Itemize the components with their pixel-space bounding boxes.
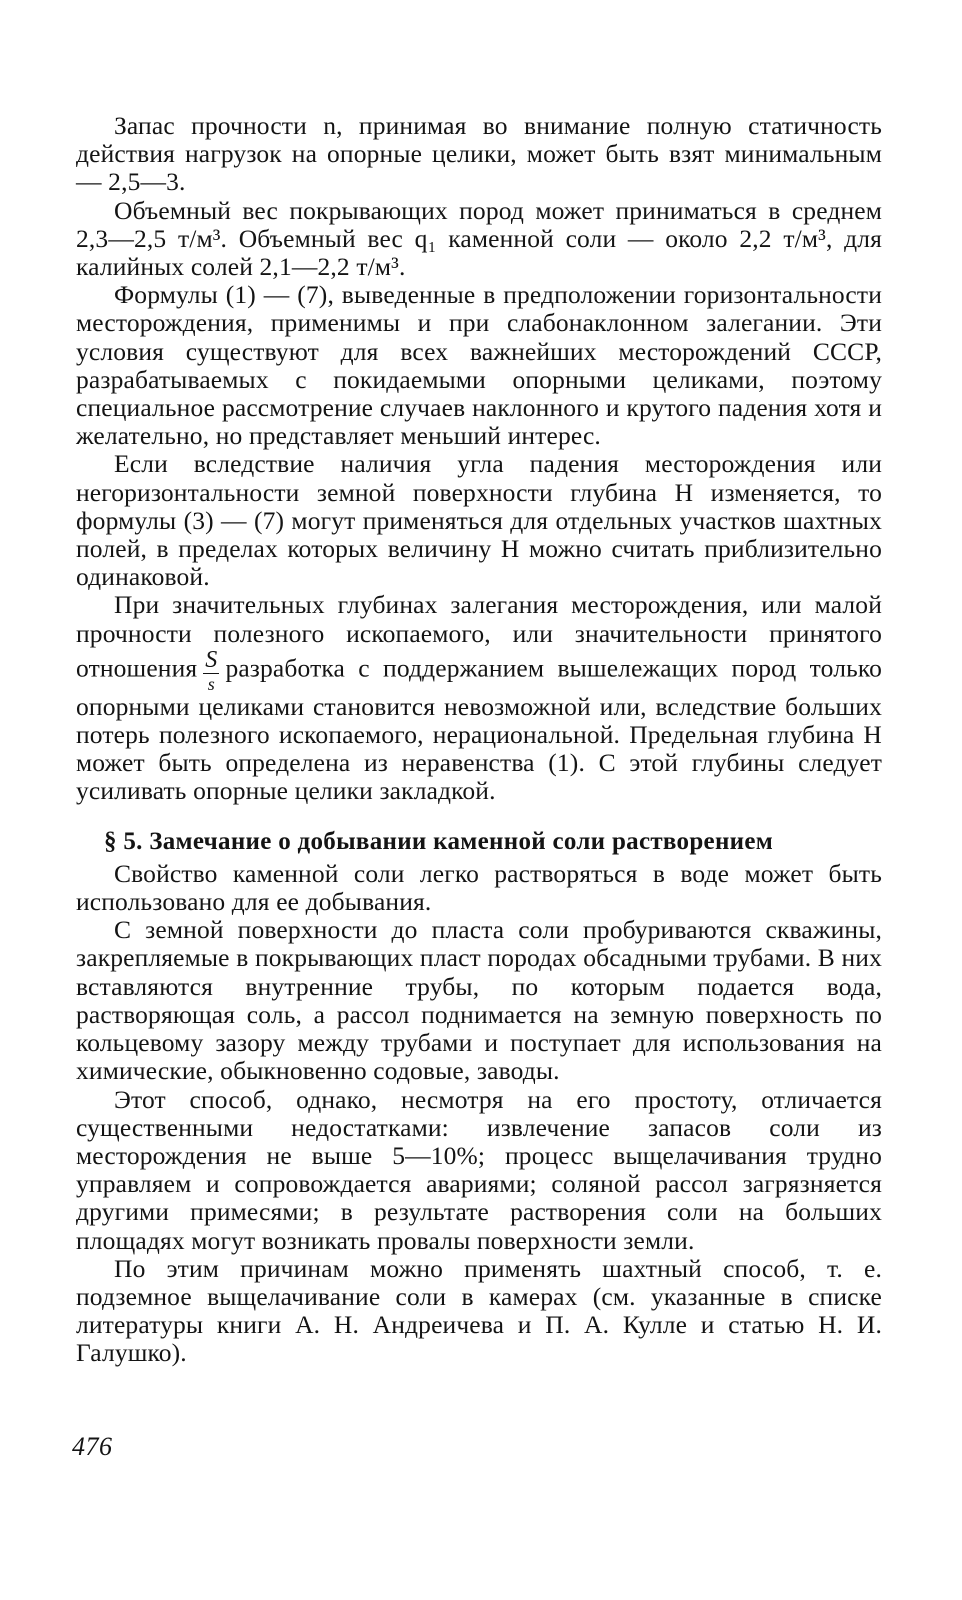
ratio-fraction: [203, 648, 219, 693]
paragraph-limit-depth: [76, 591, 882, 805]
paragraph-volume-weight: Объемный вес покрывающих пород может приниматься в среднем 2,3—2,5 т/м³. Объемный вес q₁ каменной соли — около 2,2 т/м³, для калийных солей 2,1—2,2 т/м³.: [76, 195, 882, 282]
page-number: 476: [72, 1432, 113, 1461]
paragraph-solubility: Свойство каменной соли легко растворяться в воде может быть использовано для ее добывания.: [76, 858, 882, 917]
paragraph-drawbacks: Этот способ, однако, несмотря на его простоту, отличается существенными недостатками: извлечение запасов соли из месторождения не выше 5—10%; процесс выщелачивания трудно управляем и сопровождается авариями; соляной рассол загрязняется другими примесями; в результате растворения соли на больших площадях могут возникать провалы поверхности земли.: [76, 1084, 882, 1255]
paragraph-formulas: Формулы (1) — (7), выведенные в предположении горизонтальности месторождения, применимы и при слабонаклонном залегании. Эти условия существуют для всех важнейших месторождений СССР, разрабатываемых с покидаемыми опорными целиками, поэтому специальное рассмотрение случаев наклонного и крутого падения хотя и желательно, но представляет меньший интерес.: [76, 280, 882, 451]
limit-depth-text-after: разработка с поддержанием вышележащих пород только опорными целиками становится невозможной или, вследствие больших потерь полезного ископаемого, нерациональной. Предельная глубина H может быть определена из неравенства (1). С этой глубины следует усиливать опорные целики закладкой.: [76, 653, 882, 806]
section-heading: § 5. Замечание о добывании каменной соли растворением: [104, 827, 774, 855]
paragraph-shaft-method: По этим причинам можно применять шахтный способ, т. е. подземное выщелачивание соли в камерах (см. указанные в списке литературы книги А. Н. Андреичева и П. А. Кулле и статью Н. И. Галушко).: [76, 1253, 882, 1368]
page-body: [76, 112, 882, 1368]
paragraph-boreholes: С земной поверхности до пласта соли пробуриваются скважины, закрепляемые в покрывающих пласт породах обсадными трубами. В них вставляются внутренние трубы, по которым подается вода, растворяющая соль, а рассол поднимается на земную поверхность по кольцевому зазору между трубами и поступает для использования на химические, обыкновенно содовые, заводы.: [76, 915, 882, 1086]
fraction-numerator: S: [205, 646, 218, 673]
paragraph-depth-variation: Если вследствие наличия угла падения месторождения или негоризонтальности земной поверхности глубина H изменяется, то формулы (3) — (7) могут применяться для отдельных участков шахтных полей, в пределах которых величину H можно считать приблизительно одинаковой.: [76, 449, 882, 592]
paragraph-safety-factor: Запас прочности n, принимая во внимание полную статичность действия нагрузок на опорные целики, может быть взят минимальным — 2,5—3.: [76, 111, 882, 197]
fraction-denominator: s: [207, 673, 215, 694]
limit-depth-text-before: При значительных глубинах залегания месторождения, или малой прочности полезного ископаемого, или значительности принятого отношения: [76, 590, 882, 683]
